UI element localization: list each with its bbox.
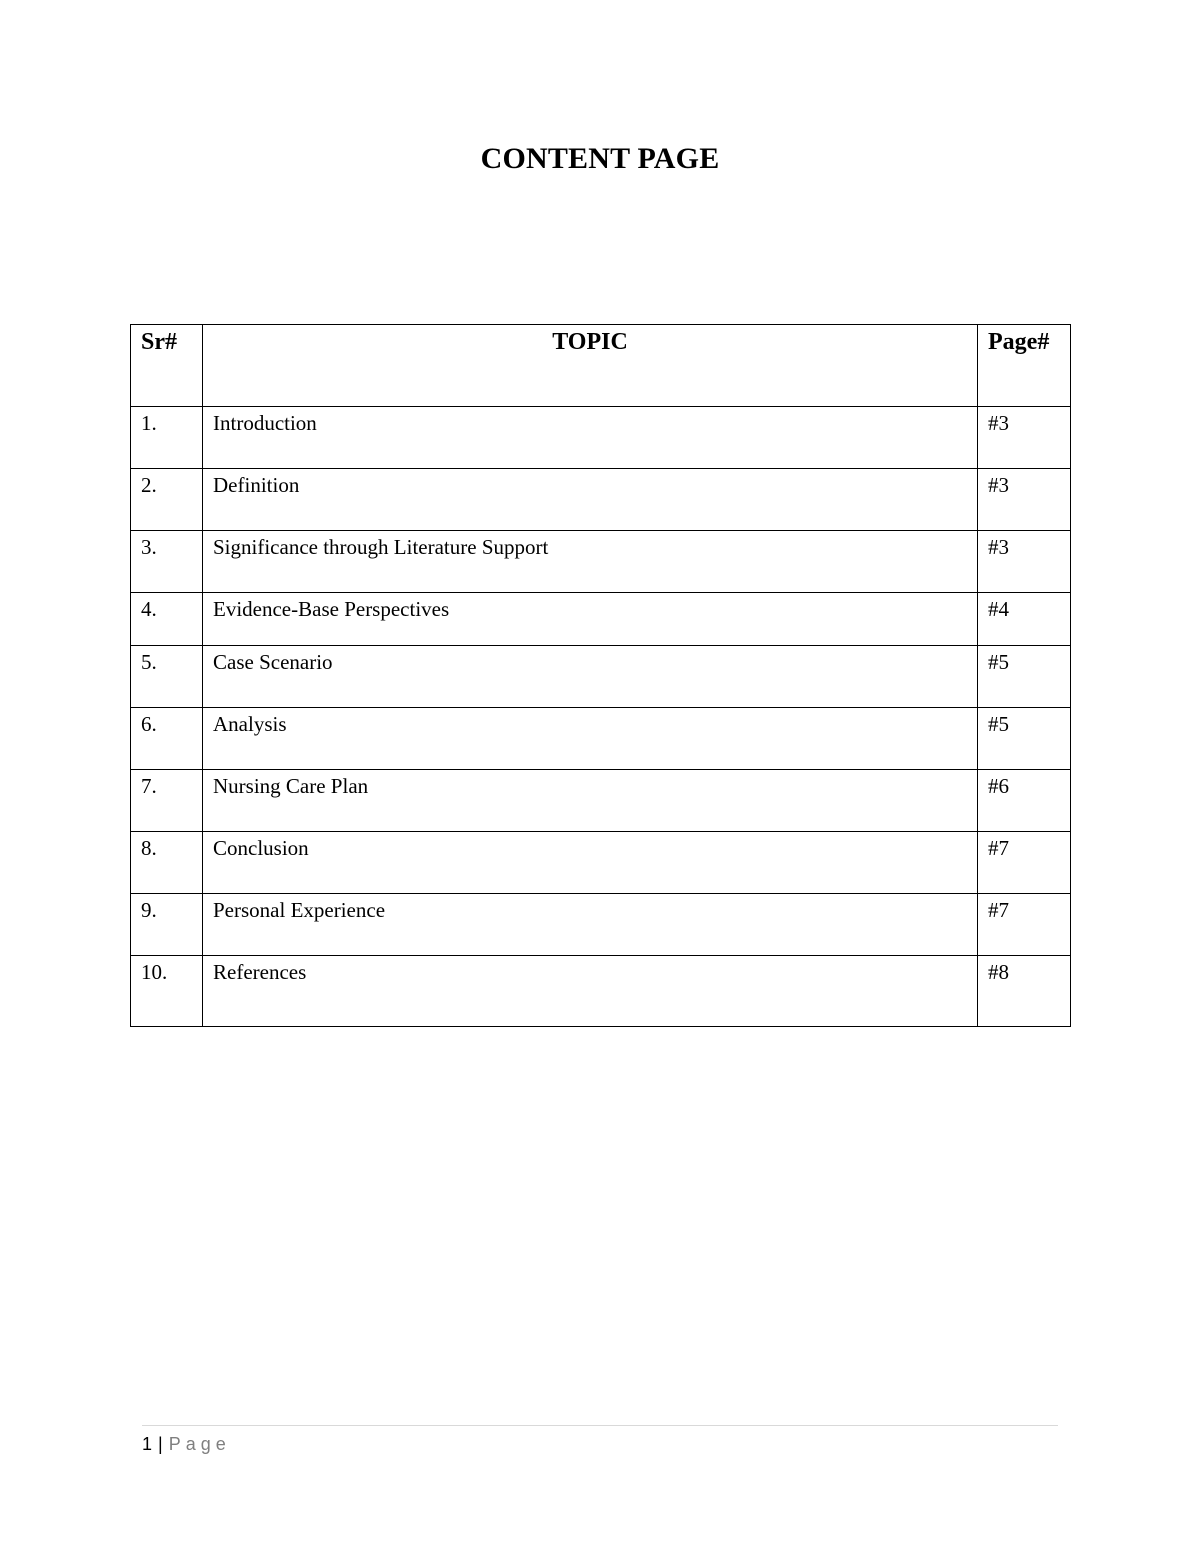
- row-page: #3: [978, 469, 1071, 531]
- row-topic: Significance through Literature Support: [203, 531, 978, 593]
- table-row: [131, 832, 1071, 894]
- row-topic: Evidence-Base Perspectives: [203, 593, 978, 646]
- row-sr: 8.: [131, 832, 203, 894]
- row-page: #5: [978, 708, 1071, 770]
- table-row: [131, 956, 1071, 1027]
- row-page: #7: [978, 894, 1071, 956]
- row-page: #4: [978, 593, 1071, 646]
- page-footer: [142, 1434, 231, 1455]
- table-row: [131, 708, 1071, 770]
- row-page: #3: [978, 407, 1071, 469]
- footer-divider: [142, 1425, 1058, 1426]
- row-topic: Introduction: [203, 407, 978, 469]
- row-page: #5: [978, 646, 1071, 708]
- row-page: #3: [978, 531, 1071, 593]
- row-sr: 10.: [131, 956, 203, 1027]
- header-page: Page#: [978, 325, 1071, 407]
- row-topic: Definition: [203, 469, 978, 531]
- header-sr: Sr#: [131, 325, 203, 407]
- table-row: [131, 593, 1071, 646]
- row-topic: Personal Experience: [203, 894, 978, 956]
- row-topic: Analysis: [203, 708, 978, 770]
- footer-page-number: 1: [142, 1434, 153, 1454]
- row-page: #7: [978, 832, 1071, 894]
- row-page: #8: [978, 956, 1071, 1027]
- row-sr: 4.: [131, 593, 203, 646]
- row-sr: 5.: [131, 646, 203, 708]
- row-sr: 3.: [131, 531, 203, 593]
- table-row: [131, 531, 1071, 593]
- page-title: CONTENT PAGE: [480, 142, 720, 175]
- row-topic: Case Scenario: [203, 646, 978, 708]
- table-header-row: [131, 325, 1071, 407]
- table-row: [131, 894, 1071, 956]
- table-row: [131, 407, 1071, 469]
- table-row: [131, 770, 1071, 832]
- row-topic: Nursing Care Plan: [203, 770, 978, 832]
- row-sr: 1.: [131, 407, 203, 469]
- table-of-contents: [130, 324, 1071, 1027]
- row-sr: 9.: [131, 894, 203, 956]
- row-page: #6: [978, 770, 1071, 832]
- row-sr: 6.: [131, 708, 203, 770]
- table-row: [131, 646, 1071, 708]
- row-sr: 2.: [131, 469, 203, 531]
- row-topic: Conclusion: [203, 832, 978, 894]
- footer-separator: |: [158, 1434, 163, 1454]
- footer-page-label: Page: [168, 1434, 231, 1454]
- row-sr: 7.: [131, 770, 203, 832]
- header-topic: TOPIC: [203, 325, 978, 407]
- table-row: [131, 469, 1071, 531]
- row-topic: References: [203, 956, 978, 1027]
